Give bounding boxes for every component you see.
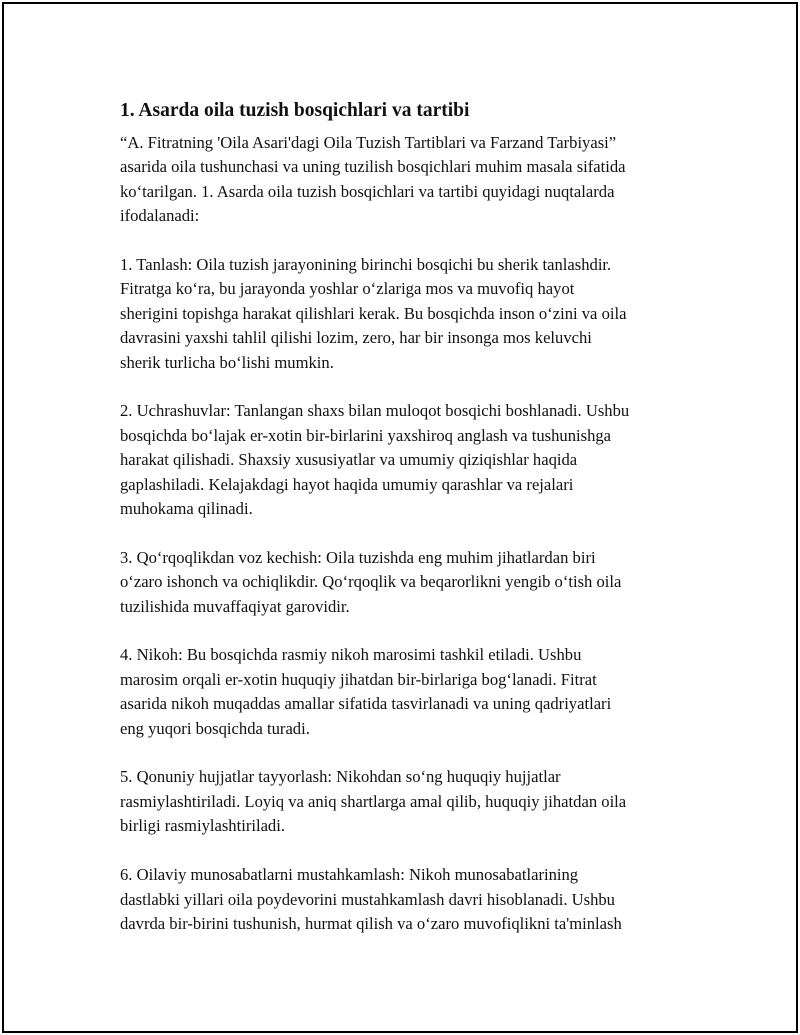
step-4-paragraph: 4. Nikoh: Bu bosqichda rasmiy nikoh marosimi tashkil etiladi. Ushbu marosim orqali er-xotin huquqiy jihatdan bir-birlariga bog‘lanadi. Fitrat asarida nikoh muqaddas amallar sifatida tasvirlanadi va uning qadriyatlari eng yuqori bosqichda turadi.	[120, 645, 612, 738]
step-2-paragraph: 2. Uchrashuvlar: Tanlangan shaxs bilan muloqot bosqichi boshlanadi. Ushbu bosqichda bo‘lajak er-xotin bir-birlarini yaxshiroq anglash va tushunishga harakat qilishadi. Shaxsiy xususiyatlar va umumiy qiziqishlar haqida gaplashiladi. Kelajakdagi hayot haqida umumiy qarashlar va rejalari muhokama qilinadi.	[120, 401, 630, 519]
step-6-paragraph: 6. Oilaviy munosabatlarni mustahkamlash: Nikoh munosabatlarining dastlabki yillari oila poydevorini mustahkamlash davri hisoblanadi. Ushbu davrda bir-birini tushunish, hurmat qilish va o‘zaro muvofiqlikni ta'minlash	[120, 865, 622, 933]
step-3-paragraph: 3. Qo‘rqoqlikdan voz kechish: Oila tuzishda eng muhim jihatlardan biri o‘zaro ishonch va ochiqlikdir. Qo‘rqoqlik va beqarorlikni yengib o‘tish oila tuzilishida muvaffaqiyat garovidir.	[120, 547, 622, 616]
step-5-paragraph: 5. Qonuniy hujjatlar tayyorlash: Nikohdan so‘ng huquqiy hujjatlar rasmiylashtiriladi. Loyiq va aniq shartlarga amal qilib, huquqiy jihatdan oila birligi rasmiylashtiriladi.	[120, 767, 627, 836]
page-content	[120, 99, 710, 961]
section-heading: 1. Asarda oila tuzish bosqichlari va tartibi	[120, 100, 470, 121]
intro-paragraph: “A. Fitratning 'Oila Asari'dagi Oila Tuzish Tartiblari va Farzand Tarbiyasi” asarida oila tushunchasi va uning tuzilish bosqichlari muhim masala sifatida ko‘tarilgan. 1. Asarda oila tuzish bosqichlari va tartibi quyidagi nuqtalarda ifodalanadi:	[120, 133, 626, 226]
page-frame	[2, 2, 798, 1033]
step-1-paragraph: 1. Tanlash: Oila tuzish jarayonining birinchi bosqichi bu sherik tanlashdir. Fitratga ko‘ra, bu jarayonda yoshlar o‘zlariga mos va muvofiq hayot sherigini topishga harakat qilishlari kerak. Bu bosqichda inson o‘zini va oila davrasini yaxshi tahlil qilishi lozim, zero, har bir insonga mos keluvchi sherik turlicha bo‘lishi mumkin.	[120, 255, 627, 372]
